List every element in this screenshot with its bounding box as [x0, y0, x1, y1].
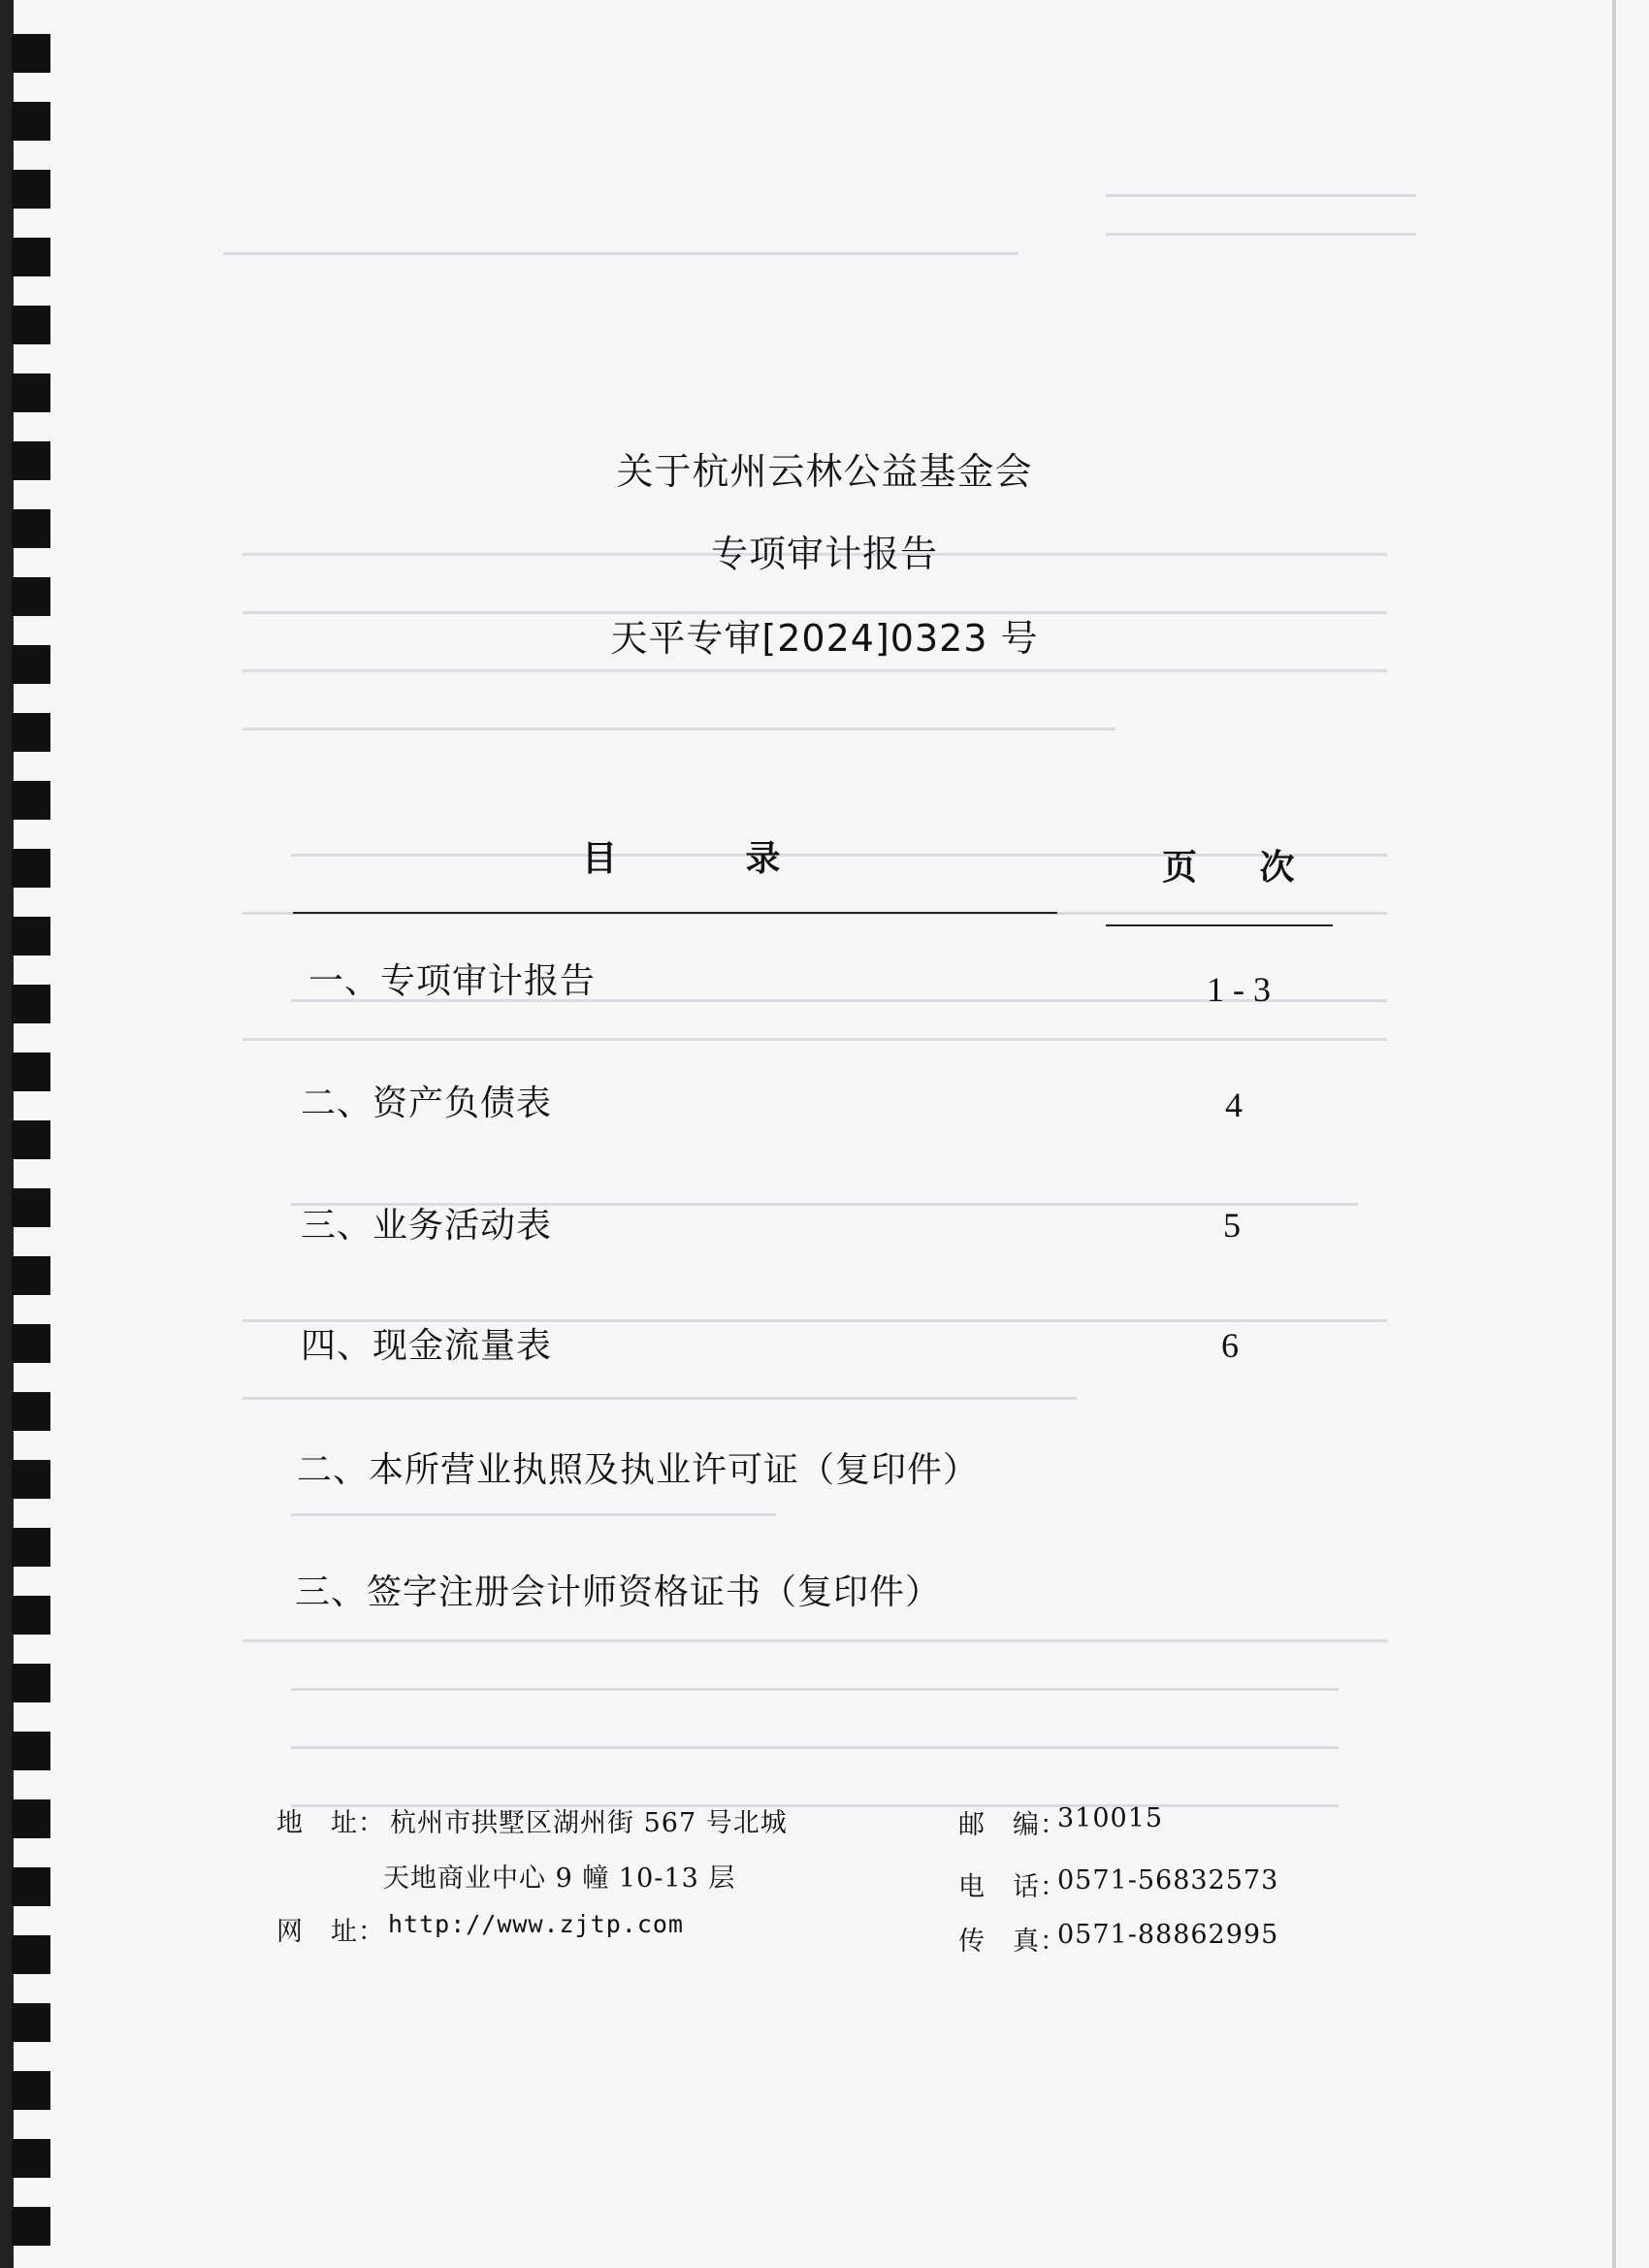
address-line1: 杭州市拱墅区湖州街 567 号北城 — [390, 1808, 788, 1838]
show-through-line — [1106, 233, 1416, 236]
binding-hole — [12, 2207, 50, 2246]
binding-hole — [12, 1188, 50, 1227]
binding-hole — [12, 238, 50, 276]
binding-hole — [12, 2071, 50, 2110]
binding-hole — [12, 1256, 50, 1295]
show-through-line — [291, 1746, 1339, 1749]
toc-page-number: 5 — [1223, 1206, 1241, 1245]
pages-heading: 页 次 — [1162, 848, 1320, 888]
report-number: 天平专审[2024]0323 号 — [610, 617, 1039, 660]
toc-item: 一、专项审计报告 — [308, 961, 597, 1001]
binding-hole — [12, 170, 50, 209]
toc-item: 二、本所营业执照及执业许可证（复印件） — [297, 1450, 980, 1490]
toc-page-number: 1 - 3 — [1207, 970, 1271, 1009]
fax-label: 传 真： — [958, 1927, 1067, 1957]
binding-hole — [12, 102, 50, 141]
binding-hole — [12, 1596, 50, 1635]
show-through-line — [223, 252, 1018, 255]
show-through-line — [242, 669, 1387, 672]
report-title-line1: 关于杭州云林公益基金会 — [616, 450, 1033, 493]
toc-page-number: 4 — [1225, 1085, 1243, 1124]
binding-hole — [12, 1528, 50, 1567]
binding-hole — [12, 373, 50, 412]
show-through-line — [242, 1038, 1387, 1041]
toc-item: 四、现金流量表 — [301, 1326, 553, 1366]
show-through-line — [242, 1639, 1387, 1642]
binding-hole — [12, 781, 50, 820]
report-title-line2: 专项审计报告 — [710, 533, 938, 575]
binding-hole — [12, 34, 50, 73]
phone-label: 电 话： — [958, 1872, 1067, 1902]
show-through-line — [291, 1688, 1339, 1691]
binding-hole — [12, 1799, 50, 1838]
binding-hole — [12, 1053, 50, 1091]
postcode-label: 邮 编： — [958, 1810, 1067, 1840]
binding-hole — [12, 985, 50, 1023]
binding-hole — [12, 1392, 50, 1431]
postcode-value: 310015 — [1057, 1803, 1164, 1833]
binding-hole — [12, 1867, 50, 1906]
toc-item: 三、业务活动表 — [301, 1206, 553, 1246]
toc-heading: 目 录 — [582, 839, 839, 879]
toc-item: 二、资产负债表 — [301, 1084, 553, 1123]
phone-value: 0571-56832573 — [1057, 1865, 1279, 1895]
binding-hole — [12, 713, 50, 752]
website-value: http://www.zjtp.com — [388, 1910, 684, 1938]
page-edge — [1612, 0, 1616, 2268]
binding-hole — [12, 849, 50, 888]
comb-binding — [0, 0, 58, 2268]
address-label: 地 址： — [276, 1808, 385, 1838]
binding-hole — [12, 1935, 50, 1974]
binding-hole — [12, 1120, 50, 1159]
address-line2: 天地商业中心 9 幢 10-13 层 — [383, 1863, 736, 1894]
show-through-line — [291, 1513, 776, 1516]
binding-hole — [12, 2139, 50, 2178]
toc-item: 三、签字注册会计师资格证书（复印件） — [295, 1572, 942, 1612]
pages-rule — [1106, 924, 1333, 926]
binding-hole — [12, 1732, 50, 1770]
binding-hole — [12, 917, 50, 956]
binding-hole — [12, 306, 50, 344]
fax-value: 0571-88862995 — [1057, 1920, 1279, 1950]
binding-hole — [12, 1324, 50, 1363]
toc-page-number: 6 — [1221, 1326, 1239, 1365]
binding-hole — [12, 1460, 50, 1499]
show-through-line — [242, 1397, 1077, 1400]
website-label: 网 址： — [276, 1917, 385, 1947]
binding-hole — [12, 1664, 50, 1702]
toc-rule — [293, 912, 1057, 914]
show-through-line — [1106, 194, 1416, 197]
binding-hole — [12, 2003, 50, 2042]
show-through-line — [242, 728, 1116, 730]
